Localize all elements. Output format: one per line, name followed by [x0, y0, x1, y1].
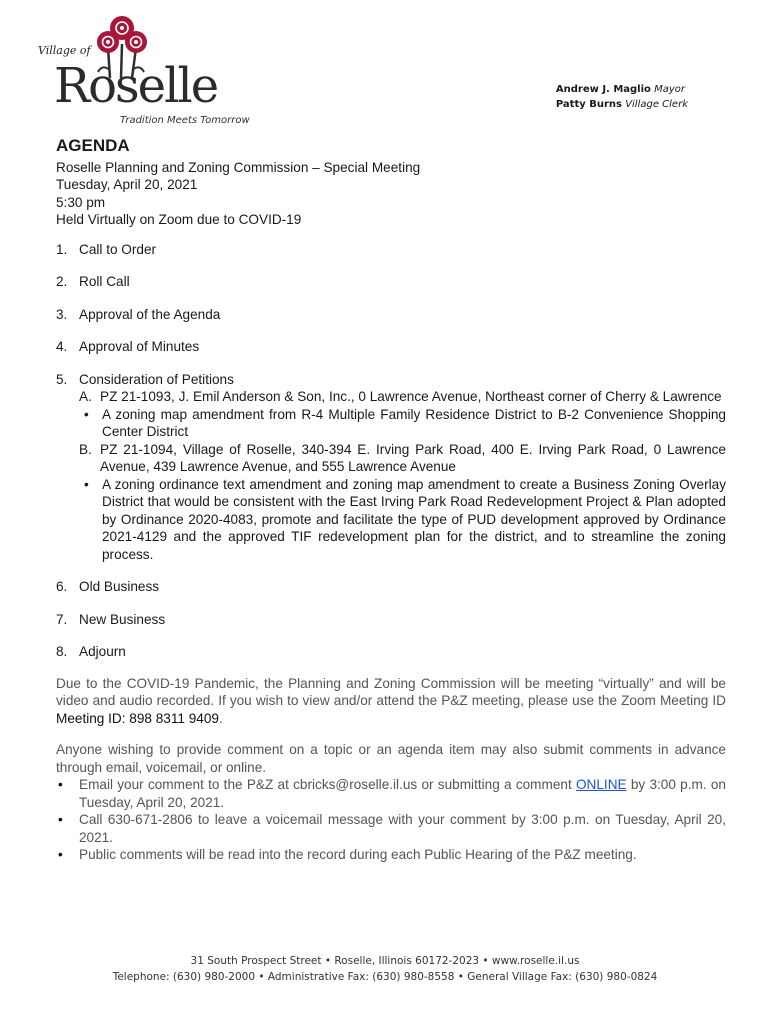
meeting-location: Held Virtually on Zoom due to COVID-19 — [56, 212, 302, 227]
item-number: 3. — [56, 306, 68, 322]
bullet-icon: • — [84, 476, 89, 492]
item-number: 5. — [56, 371, 68, 387]
agenda-item — [56, 611, 726, 629]
official-mayor — [556, 82, 688, 97]
official-name: Patty Burns — [555, 99, 622, 110]
footer-phone: Telephone: (630) 980-2000 • Administrative Fax: (630) 980-8558 • General Village Fax: (630) 980-0824 — [112, 971, 658, 983]
officials-block — [556, 82, 688, 112]
bullet-icon: • — [58, 847, 63, 862]
meeting-title: Roselle Planning and Zoning Commission – Special Meeting — [56, 159, 421, 175]
agenda-item — [56, 643, 726, 661]
agenda-list — [56, 241, 726, 661]
item-number: 1. — [56, 241, 68, 257]
notice-end: . — [219, 710, 223, 726]
notice-text: Due to the COVID-19 Pandemic, the Planning and Zoning Commission will be meeting “virtually” and will be video and audio recorded. If you wish to view and/or attend the P&Z meeting, please use the Zoom Meeting ID — [56, 675, 726, 708]
comment-bullet-public — [56, 846, 726, 864]
agenda-item — [56, 273, 726, 291]
footer-address: 31 South Prospect Street • Roselle, Illinois 60172-2023 • www.roselle.il.us — [190, 955, 580, 967]
petition-b — [56, 441, 726, 476]
item-text: Old Business — [79, 579, 160, 594]
petition-letter: A. — [79, 389, 92, 404]
comment-bullet-call — [56, 811, 726, 846]
call-text: Call 630-671-2806 to leave a voicemail message with your comment by 3:00 p.m. on Tuesday, April 20, 2021. — [79, 812, 726, 845]
agenda-content — [56, 137, 726, 864]
official-clerk — [556, 97, 688, 112]
comment-bullet-email — [56, 776, 726, 811]
logo-village-of: Village of — [38, 44, 91, 57]
item-number: 2. — [56, 274, 68, 289]
item-number: 6. — [56, 579, 68, 594]
petition-detail-text: A zoning ordinance text amendment and zoning map amendment to create a Business Zoning Overlay District that would be consistent with the East Irving Park Road Redevelopment Project & Plan adopted by Ordinance 2020-4083, promote and facilitate the type of PUD development approved by Ordinance 2021-4129 and the approved TIF redevelopment plan for the district, and to streamline the zoning process. — [102, 476, 726, 562]
meeting-time: 5:30 pm — [56, 194, 106, 210]
official-title: Village Clerk — [625, 99, 688, 110]
email-text-end: by 3:00 p.m. on Tuesday, April 20, 2021. — [79, 777, 726, 810]
petition-text: PZ 21-1094, Village of Roselle, 340-394 E. Irving Park Road, 400 E. Irving Park Road, 0 Lawrence Avenue, 439 Lawrence Avenue, and 555 Lawrence Avenue — [100, 441, 726, 474]
item-text: Adjourn — [79, 644, 126, 659]
item-text: Approval of Minutes — [79, 339, 200, 354]
covid-notice — [56, 675, 726, 728]
agenda-item — [56, 306, 726, 324]
public-text: Public comments will be read into the record during each Public Hearing of the P&Z meeting. — [79, 847, 637, 862]
item-text: Approval of the Agenda — [79, 306, 221, 322]
petition-a-detail — [35, 406, 726, 441]
agenda-item — [56, 241, 726, 259]
agenda-item — [56, 578, 726, 596]
bullet-icon: • — [58, 812, 63, 827]
online-comment-link[interactable]: ONLINE — [575, 777, 627, 792]
logo-tagline: Tradition Meets Tomorrow — [120, 115, 250, 126]
agenda-item-petitions — [56, 371, 726, 564]
item-text: Roll Call — [79, 274, 130, 289]
village-logo — [38, 14, 268, 130]
meeting-date: Tuesday, April 20, 2021 — [56, 177, 198, 192]
petition-text: PZ 21-1093, J. Emil Anderson & Son, Inc., 0 Lawrence Avenue, Northeast corner of Cherry & Lawrence — [100, 389, 722, 404]
public-comment-section — [56, 741, 726, 864]
email-text: Email your comment to the P&Z at cbricks@roselle.il.us or submitting a comment — [79, 777, 576, 792]
comment-intro: Anyone wishing to provide comment on a topic or an agenda item may also submit comments in advance through email, voicemail, or online. — [56, 742, 726, 775]
official-name: Andrew J. Maglio — [555, 84, 651, 95]
item-text: New Business — [79, 611, 166, 627]
item-number: 8. — [56, 644, 68, 659]
bullet-icon: • — [84, 406, 89, 422]
agenda-item — [56, 338, 726, 356]
meeting-details — [56, 159, 726, 229]
item-text: Consideration of Petitions — [79, 371, 234, 387]
item-text: Call to Order — [79, 241, 157, 257]
petition-b-detail — [35, 476, 726, 564]
agenda-heading: AGENDA — [56, 136, 130, 155]
petition-letter: B. — [79, 441, 92, 457]
item-number: 7. — [56, 611, 68, 627]
bullet-icon: • — [58, 777, 63, 792]
official-title: Mayor — [654, 84, 686, 95]
item-number: 4. — [56, 339, 68, 354]
zoom-meeting-id: Meeting ID: 898 8311 9409 — [56, 710, 219, 726]
petition-detail-text: A zoning map amendment from R-4 Multiple Family Residence District to B-2 Convenience Shopping Center District — [102, 406, 726, 439]
petition-a — [56, 388, 726, 406]
logo-wordmark: Roselle — [54, 58, 218, 114]
